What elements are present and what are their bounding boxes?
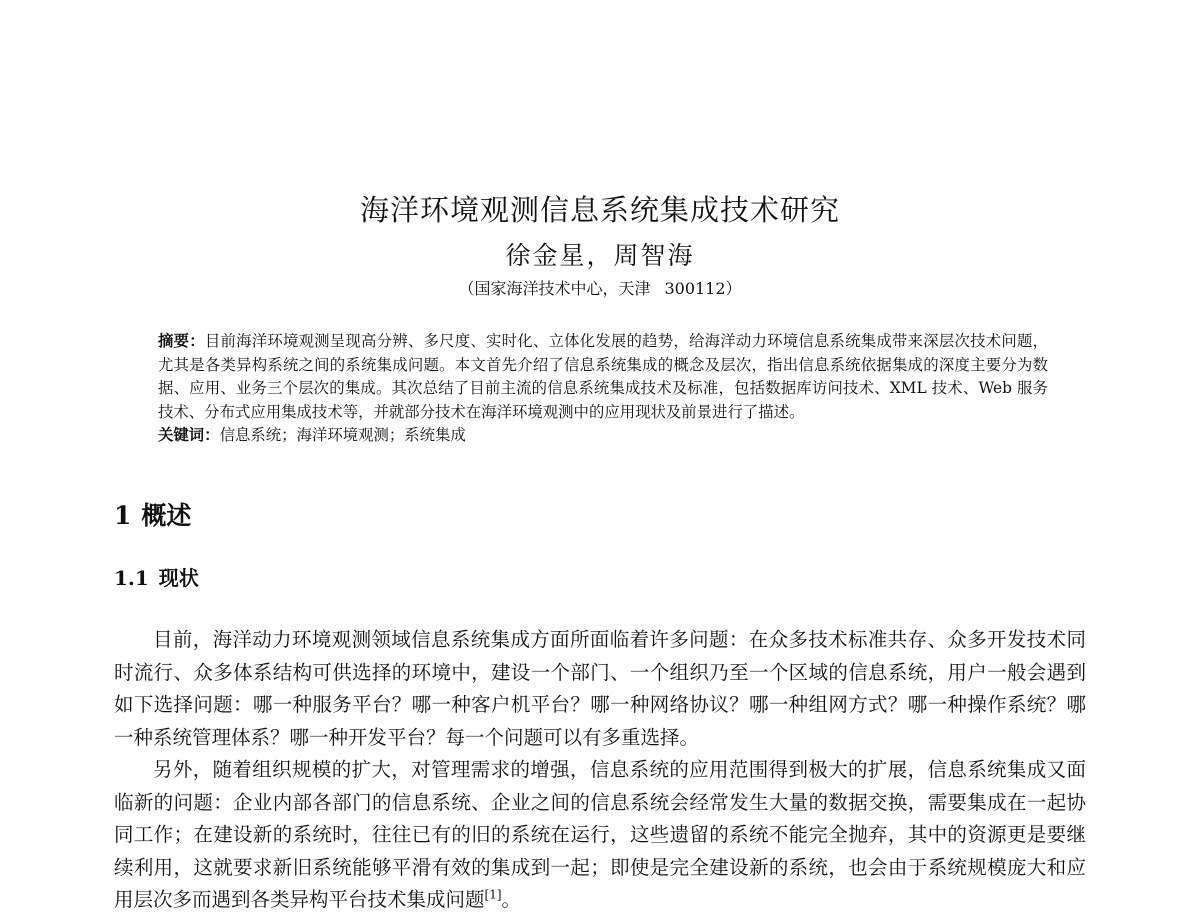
body-text: [114, 624, 1086, 917]
abstract-paragraph: [158, 330, 1048, 424]
keywords-label: 关键词：: [158, 426, 220, 445]
section-number: 1: [114, 501, 132, 530]
body-paragraph-1: 目前，海洋动力环境观测领域信息系统集成方面所面临着许多问题：在众多技术标准共存、众多开发技术同时流行、众多体系结构可供选择的环境中，建设一个部门、一个组织乃至一个区域的信息系统，用户一般会遇到如下选择问题：哪一种服务平台？哪一种客户机平台？哪一种网络协议？哪一种组网方式？哪一种操作系统？哪一种系统管理体系？哪一种开发平台？每一个问题可以有多重选择。: [114, 628, 1086, 749]
affiliation: [0, 277, 1200, 301]
paper-title: 海洋环境观测信息系统集成技术研究: [359, 193, 840, 227]
affiliation-text: （国家海洋技术中心，天津: [458, 279, 651, 298]
section-heading-1: [114, 500, 191, 532]
body-paragraph-2-text: 另外，随着组织规模的扩大，对管理需求的增强，信息系统的应用范围得到极大的扩展，信息系统集成又面临新的问题：企业内部各部门的信息系统、企业之间的信息系统会经常发生大量的数据交换，需要集成在一起协同工作；在建设新的系统时，往往已有的旧的系统在运行，这些遗留的系统不能完全抛弃，其中的资源更是要继续利用，这就要求新旧系统能够平滑有效的集成到一起；即使是完全建设新的系统，也会由于系统规模庞大和应用层次多而遇到各类异构平台技术集成问题: [114, 758, 1086, 911]
subsection-title: 现状: [158, 566, 199, 590]
abstract-text: 目前海洋环境观测呈现高分辨、多尺度、实时化、立体化发展的趋势，给海洋动力环境信息系统集成带来深层次技术问题， 尤其是各类异构系统之间的系统集成问题。本文首先介绍了信息系统集成的概念及层次，指出信息系统依据集成的深度主要分为数据、应用、业务三个层次的集成。其次总结了目前主流的信息系统集成技术及标准，包括数据库访问技术、XML 技术、Web 服务技术、分布式应用集成技术等，并就部分技术在海洋环境观测中的应用现状及前景进行了描述。: [158, 332, 1048, 421]
body-paragraph-2-end: 。: [501, 888, 522, 911]
abstract: [158, 330, 1048, 448]
subsection-heading-1-1: [114, 563, 199, 593]
keywords-line: [158, 424, 1048, 448]
body-paragraph-2: [114, 754, 1086, 917]
keywords-text: 信息系统；海洋环境观测；系统集成: [219, 426, 466, 445]
subsection-number: 1.1: [114, 566, 149, 590]
section-title: 概述: [141, 501, 192, 530]
paper-authors: 徐金星，周智海: [505, 241, 695, 270]
citation-ref[interactable]: [1]: [484, 887, 502, 902]
affiliation-postcode: 300112）: [664, 279, 742, 298]
abstract-label: 摘要：: [158, 332, 205, 350]
